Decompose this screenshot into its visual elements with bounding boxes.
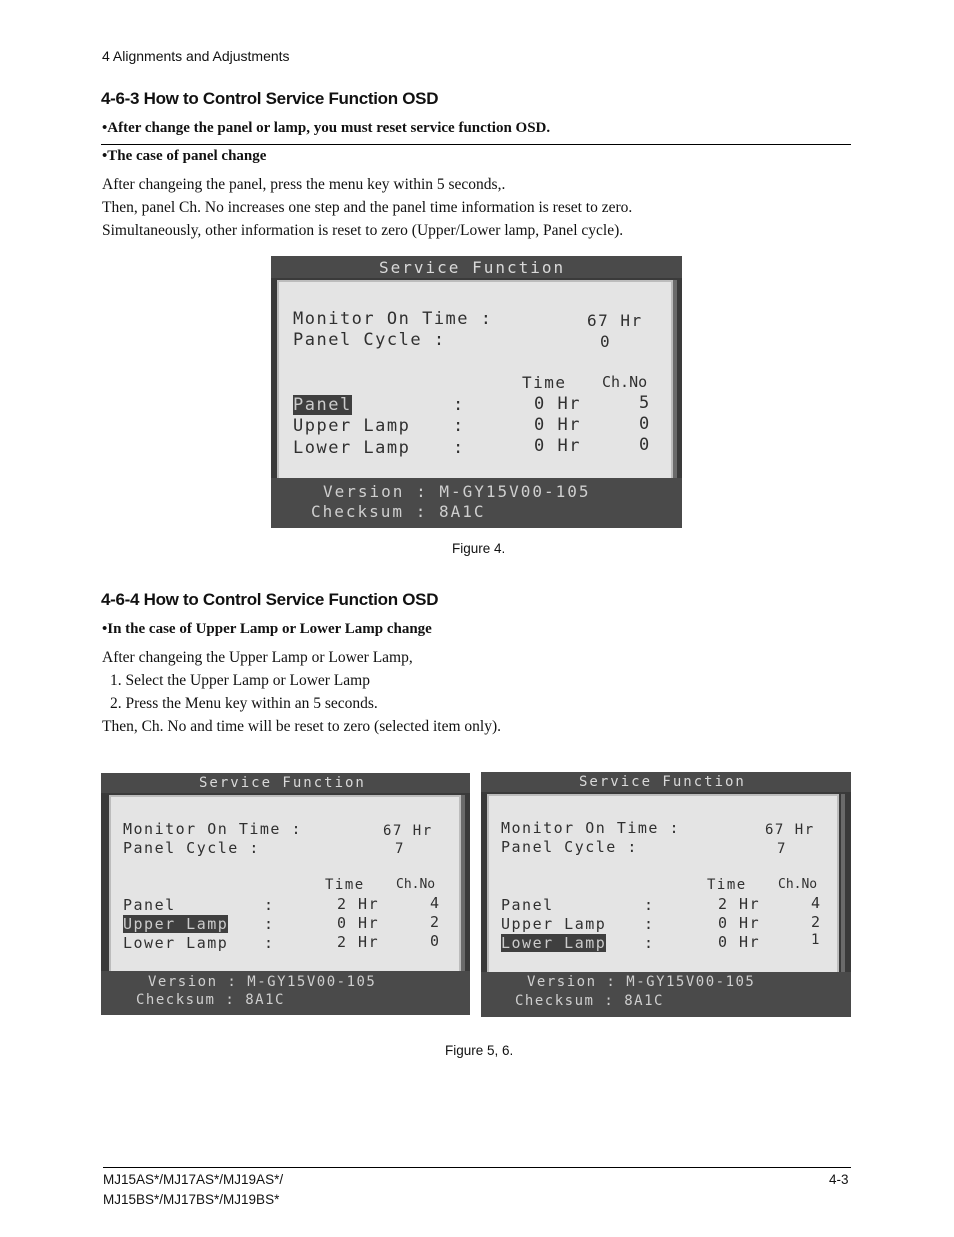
instruction-line: After changeing the Upper Lamp or Lower Lamp,: [102, 649, 413, 666]
osd-checksum: Checksum : 8A1C: [515, 993, 664, 1009]
osd-checksum: Checksum : 8A1C: [311, 502, 486, 521]
osd-version: Version : M-GY15V00-105: [527, 974, 756, 990]
running-header: 4 Alignments and Adjustments: [102, 48, 290, 64]
osd-bezel: [673, 280, 677, 478]
row-colon: :: [453, 416, 464, 436]
row-upper-lamp-label: Upper Lamp: [293, 416, 411, 436]
case-panel-change: •The case of panel change: [102, 148, 267, 164]
row-upper-lamp-time: 0 Hr: [718, 914, 761, 932]
row-lower-lamp-time: 0 Hr: [534, 436, 581, 456]
row-colon: :: [644, 915, 654, 933]
instruction-line: Then, panel Ch. No increases one step and the panel time information is reset to zero.: [102, 199, 633, 216]
figure-5-osd-photo: [101, 773, 470, 1015]
row-lower-lamp-label: Lower Lamp: [293, 438, 411, 458]
osd-title: Service Function: [199, 775, 366, 791]
row-colon: :: [264, 915, 274, 933]
row-upper-lamp-ch: 2: [811, 913, 821, 931]
row-lower-lamp-label-selected: Lower Lamp: [501, 934, 607, 952]
row-panel-time: 0 Hr: [534, 394, 581, 414]
monitor-on-time-value: 67 Hr: [765, 822, 815, 838]
row-lower-lamp-ch: 0: [430, 932, 440, 950]
footer-models-line: MJ15BS*/MJ17BS*/MJ19BS*: [103, 1192, 280, 1207]
osd-version: Version : M-GY15V00-105: [323, 482, 591, 501]
column-ch-no-header: Ch.No: [602, 373, 648, 391]
column-time-header: Time: [707, 877, 747, 893]
row-upper-lamp-time: 0 Hr: [337, 914, 380, 932]
instruction-line: Simultaneously, other information is reset to zero (Upper/Lower lamp, Panel cycle).: [102, 222, 624, 239]
row-panel-ch: 5: [639, 393, 650, 413]
row-colon: :: [644, 896, 654, 914]
column-ch-no-header: Ch.No: [396, 877, 436, 892]
section-heading-4-6-4: 4-6-4 How to Control Service Function OSD: [101, 590, 439, 609]
page-number: 4-3: [829, 1172, 849, 1187]
row-upper-lamp-time: 0 Hr: [534, 415, 581, 435]
row-colon: :: [453, 395, 464, 415]
column-time-header: Time: [522, 373, 567, 392]
osd-checksum: Checksum : 8A1C: [136, 992, 285, 1008]
panel-cycle-label: Panel Cycle :: [293, 330, 446, 350]
panel-cycle-value: 7: [395, 841, 404, 857]
footer-divider: [103, 1167, 851, 1168]
row-upper-lamp-ch: 0: [639, 414, 650, 434]
figure-4-caption: Figure 4.: [452, 541, 506, 556]
section-heading-4-6-3: 4-6-3 How to Control Service Function OSD: [101, 89, 439, 108]
divider: [101, 144, 851, 145]
osd-title: Service Function: [379, 258, 566, 277]
panel-cycle-value: 0: [600, 332, 610, 351]
lamp-change-instructions: [102, 646, 501, 738]
figure-6-osd-photo: [481, 772, 851, 1017]
panel-cycle-value: 7: [777, 841, 786, 857]
row-panel-label: Panel: [123, 896, 176, 914]
panel-change-instructions: [102, 173, 632, 242]
row-panel-ch: 4: [430, 894, 440, 912]
row-upper-lamp-ch: 2: [430, 913, 440, 931]
panel-cycle-label: Panel Cycle :: [123, 839, 260, 857]
row-panel-label-selected: Panel: [293, 395, 352, 415]
instruction-step: 1. Select the Upper Lamp or Lower Lamp: [110, 672, 370, 689]
row-panel-ch: 4: [811, 894, 821, 912]
monitor-on-time-label: Monitor On Time :: [123, 820, 303, 838]
row-colon: :: [644, 934, 654, 952]
row-panel-label: Panel: [501, 896, 554, 914]
column-ch-no-header: Ch.No: [778, 877, 818, 892]
monitor-on-time-value: 67 Hr: [383, 823, 433, 839]
monitor-on-time-label: Monitor On Time :: [293, 309, 493, 329]
row-upper-lamp-label: Upper Lamp: [501, 915, 607, 933]
row-lower-lamp-ch: 1: [811, 932, 820, 948]
osd-bezel: [841, 794, 845, 972]
figure-5-6-caption: Figure 5, 6.: [445, 1043, 514, 1058]
row-lower-lamp-label: Lower Lamp: [123, 934, 229, 952]
instruction-line: After changeing the panel, press the menu key within 5 seconds,.: [102, 176, 506, 193]
row-colon: :: [453, 438, 464, 458]
row-colon: :: [264, 934, 274, 952]
footer-models: [103, 1170, 283, 1210]
figure-4-osd-photo: [271, 256, 682, 528]
row-panel-time: 2 Hr: [718, 895, 761, 913]
osd-title: Service Function: [579, 774, 746, 790]
monitor-on-time-label: Monitor On Time :: [501, 819, 681, 837]
panel-cycle-label: Panel Cycle :: [501, 838, 638, 856]
case-lamp-change: •In the case of Upper Lamp or Lower Lamp change: [102, 621, 432, 637]
row-colon: :: [264, 896, 274, 914]
column-time-header: Time: [325, 877, 365, 893]
osd-version: Version : M-GY15V00-105: [148, 974, 377, 990]
instruction-line: Then, Ch. No and time will be reset to zero (selected item only).: [102, 718, 502, 735]
row-lower-lamp-time: 2 Hr: [337, 933, 380, 951]
reset-note: •After change the panel or lamp, you must reset service function OSD.: [102, 120, 551, 136]
row-panel-time: 2 Hr: [337, 895, 380, 913]
osd-bezel: [461, 795, 465, 971]
row-upper-lamp-label-selected: Upper Lamp: [123, 915, 229, 933]
row-lower-lamp-ch: 0: [639, 435, 650, 455]
footer-models-line: MJ15AS*/MJ17AS*/MJ19AS*/: [103, 1172, 284, 1187]
instruction-step: 2. Press the Menu key within an 5 seconds.: [110, 695, 378, 712]
row-lower-lamp-time: 0 Hr: [718, 933, 761, 951]
monitor-on-time-value: 67 Hr: [587, 311, 643, 330]
